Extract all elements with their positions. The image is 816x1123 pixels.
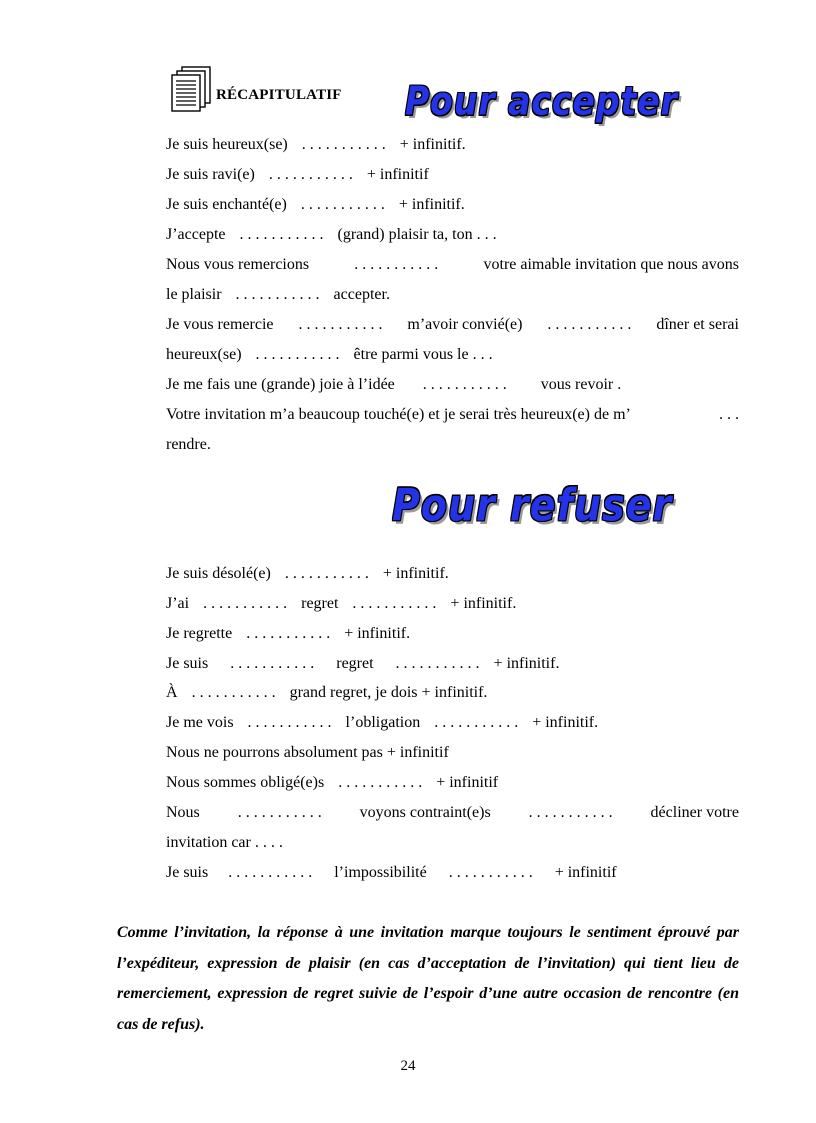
document-stack-icon <box>170 66 214 112</box>
refuse-line-1: Je suis désolé(e) . . . . . . . . . . . + infinitif. <box>166 565 449 582</box>
accept-line-3: Je suis enchanté(e) . . . . . . . . . . . + infinitif. <box>166 196 465 213</box>
conclusion-paragraph: Comme l’invitation, la réponse à une invitation marque toujours le sentiment éprouvé par l’expéditeur, expression de plaisir (en cas d’acceptation de l’invitation) qui tient lieu de remerciement, expression de regret suivie de l’espoir d’une autre occasion de rencontre (en cas de refus). <box>117 924 739 1033</box>
recap-label: RÉCAPITULATIF <box>216 87 342 103</box>
accept-line-10: Votre invitation m’a beaucoup touché(e) et je serai très heureux(e) de m’ . . . <box>166 406 739 423</box>
refuse-line-3: Je regrette . . . . . . . . . . . + infinitif. <box>166 625 411 642</box>
accept-line-7: Je vous remercie . . . . . . . . . . . m’avoir convié(e) . . . . . . . . . . . dîner et serai <box>166 316 739 333</box>
accept-line-11: rendre. <box>166 436 211 453</box>
accept-line-5: Nous vous remercions . . . . . . . . . . . votre aimable invitation que nous avons <box>166 256 739 273</box>
accept-line-2: Je suis ravi(e) . . . . . . . . . . . + infinitif <box>166 166 429 183</box>
refuse-line-2: J’ai . . . . . . . . . . . regret . . . . . . . . . . . + infinitif. <box>166 595 517 612</box>
refuse-line-11: Je suis . . . . . . . . . . . l’impossibilité . . . . . . . . . . . + infinitif <box>166 864 617 881</box>
accept-title: Pour accepter <box>405 78 678 125</box>
refuse-line-6: Je me vois . . . . . . . . . . . l’obligation . . . . . . . . . . . + infinitif. <box>166 714 599 731</box>
page-number: 24 <box>400 1058 416 1074</box>
accept-line-1: Je suis heureux(se) . . . . . . . . . . . + infinitif. <box>166 136 466 153</box>
accept-line-9: Je me fais une (grande) joie à l’idée . . . . . . . . . . . vous revoir . <box>166 376 622 393</box>
accept-line-8: heureux(se) . . . . . . . . . . . être parmi vous le . . . <box>166 346 493 363</box>
refuse-line-7: Nous ne pourrons absolument pas + infinitif <box>166 744 449 761</box>
refuse-line-4: Je suis . . . . . . . . . . . regret . . . . . . . . . . . + infinitif. <box>166 655 560 672</box>
refuse-line-9: Nous . . . . . . . . . . . voyons contraint(e)s . . . . . . . . . . . décliner votre <box>166 804 739 821</box>
refuse-line-8: Nous sommes obligé(e)s . . . . . . . . . . . + infinitif <box>166 774 499 791</box>
refuse-line-10: invitation car . . . . <box>166 834 283 851</box>
refuse-title: Pour refuser <box>392 479 673 531</box>
accept-line-6: le plaisir . . . . . . . . . . . accepter. <box>166 286 390 303</box>
refuse-line-5: À . . . . . . . . . . . grand regret, je dois + infinitif. <box>166 684 488 701</box>
accept-line-4: J’accepte . . . . . . . . . . . (grand) plaisir ta, ton . . . <box>166 226 497 243</box>
